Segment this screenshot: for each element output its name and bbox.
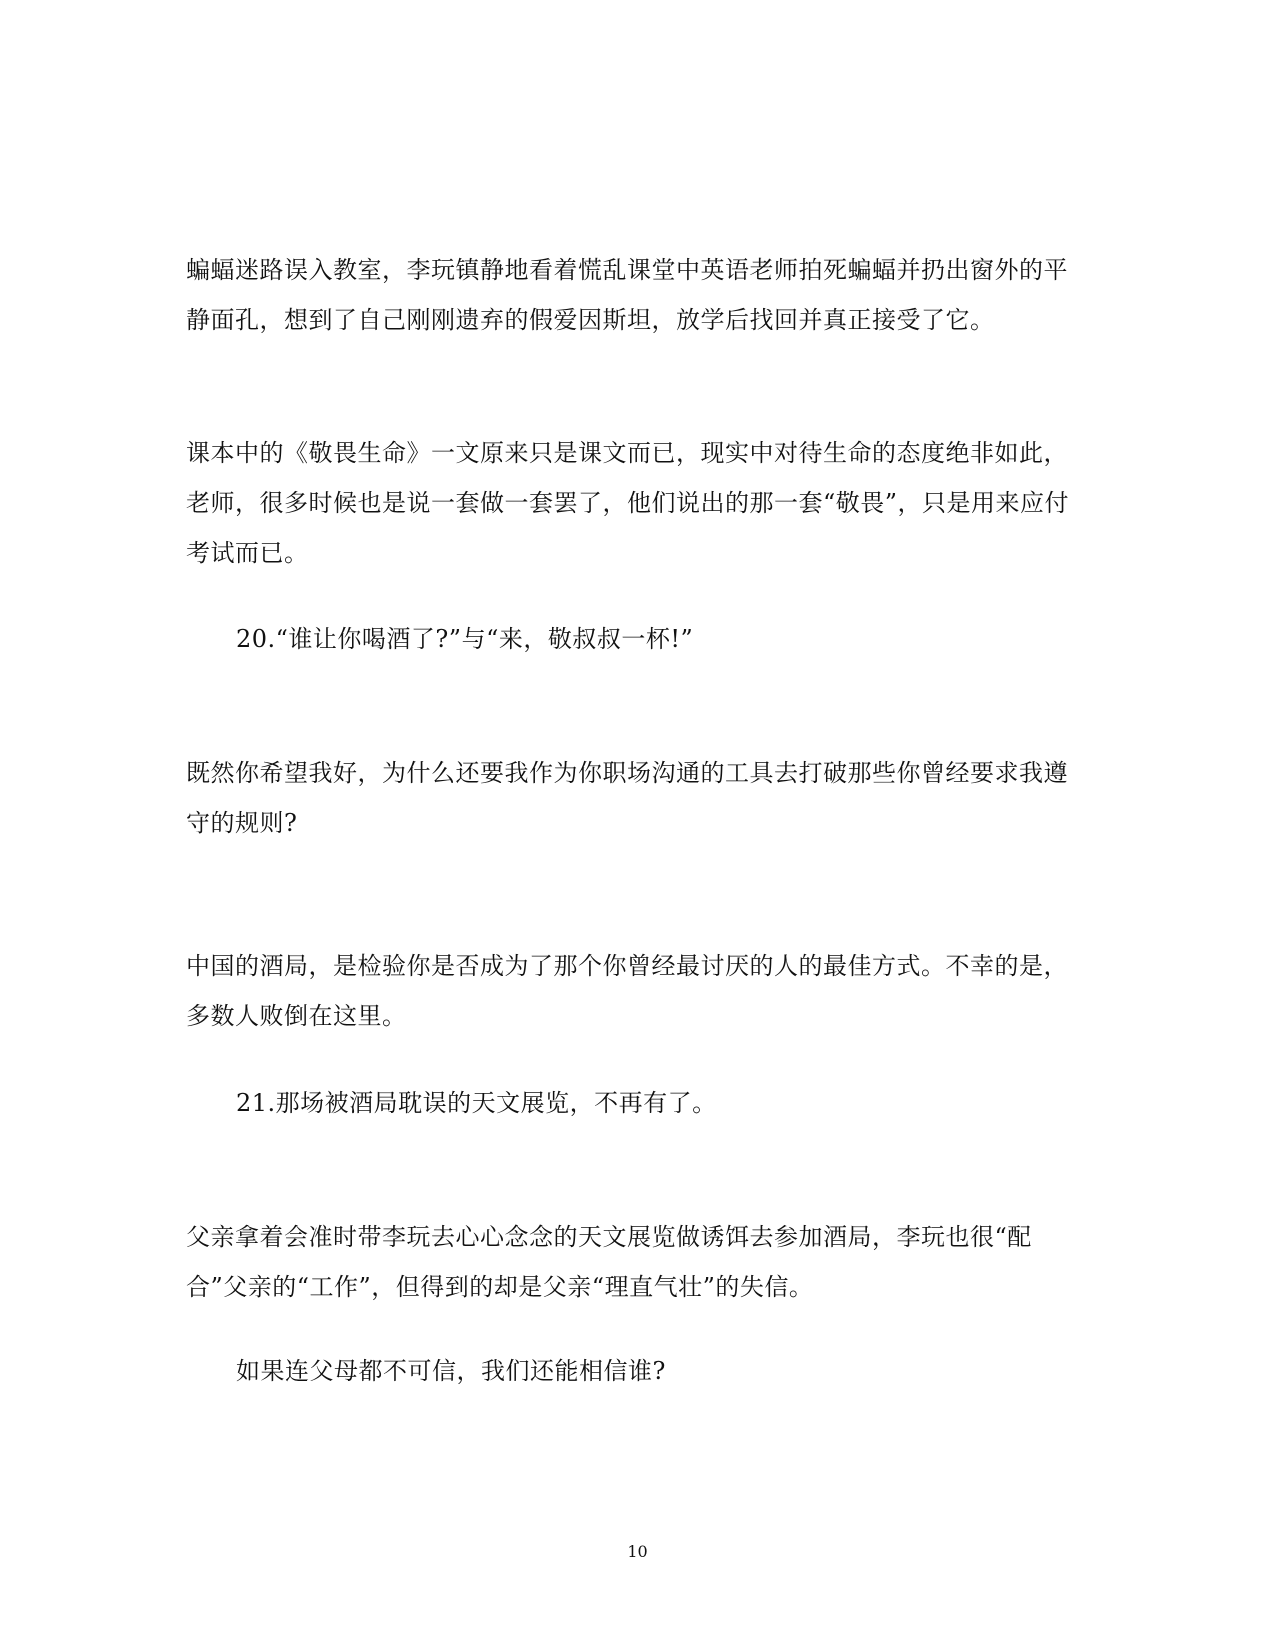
paragraph-textbook-reverence: 课本中的《敬畏生命》一文原来只是课文而已，现实中对待生命的态度绝非如此，老师，很多时候也是说一套做一套罢了，他们说出的那一套“敬畏”，只是用来应付考试而已。 xyxy=(186,439,1070,567)
section-heading-21: 21.那场被酒局耽误的天文展览，不再有了。 xyxy=(236,1089,717,1117)
paragraph-bat-incident: 蝙蝠迷路误入教室，李玩镇静地看着慌乱课堂中英语老师拍死蝙蝠并扔出窗外的平静面孔，想到了自己刚刚遗弃的假爱因斯坦，放学后找回并真正接受了它。 xyxy=(186,256,1068,334)
paragraph-father-broken-promise: 父亲拿着会准时带李玩去心心念念的天文展览做诱饵去参加酒局，李玩也很“配合”父亲的“工作”，但得到的却是父亲“理直气壮”的失信。 xyxy=(186,1223,1032,1301)
page-number: 10 xyxy=(627,1542,648,1561)
paragraph-drinking-culture: 中国的酒局，是检验你是否成为了那个你曾经最讨厌的人的最佳方式。不幸的是，多数人败倒在这里。 xyxy=(186,952,1068,1030)
paragraph-trust-question: 如果连父母都不可信，我们还能相信谁? xyxy=(236,1357,666,1385)
section-heading-20: 20.“谁让你喝酒了?”与“来，敬叔叔一杯!” xyxy=(236,625,694,653)
paragraph-rules-question: 既然你希望我好，为什么还要我作为你职场沟通的工具去打破那些你曾经要求我遵守的规则? xyxy=(186,759,1068,837)
